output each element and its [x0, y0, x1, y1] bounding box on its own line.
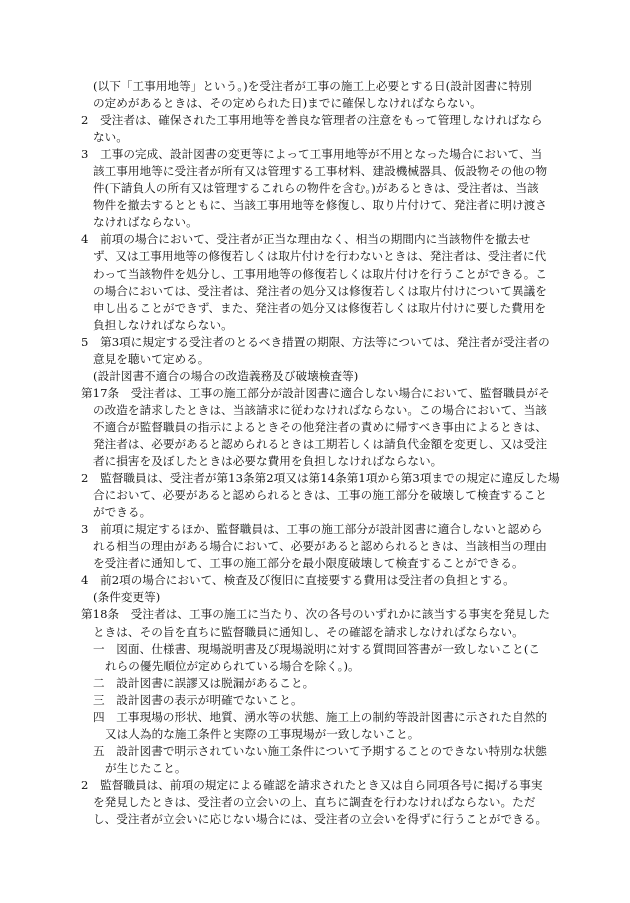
- text-line: 三 設計図書の表示が明確でないこと。: [93, 692, 303, 707]
- text-line: 発注者は、必要があると認められるときは工期若しくは請負代金額を変更し、又は受注: [93, 436, 548, 451]
- text-line: れらの優先順位が定められている場合を除く。)。: [105, 658, 360, 673]
- text-line: 又は人為的な施工条件と実際の工事現場が一致しないこと。: [105, 726, 420, 741]
- text-line: の場合においては、受注者は、発注者の処分又は修復若しくは取片付けについて異議を: [93, 283, 547, 298]
- text-line: 二 設計図書に誤謬又は脱漏があること。: [93, 675, 315, 690]
- text-line: を受注者に通知して、工事の施工部分を最小限度破壊して検査することができる。: [93, 556, 524, 571]
- text-line: 意見を聴いて定める。: [93, 351, 210, 366]
- text-line: れる相当の理由がある場合において、必要があると認められるときは、当該相当の理由: [93, 539, 547, 554]
- text-line: を発見したときは、受注者の立会いの上、直ちに調査を行わなければならない。ただ: [93, 794, 536, 809]
- text-line: の定めがあるときは、その定められた日)までに確保しなければならない。: [93, 96, 482, 111]
- text-line: 2 監督職員は、前項の規定による確認を請求されたとき又は自ら同項各号に掲げる事実: [81, 777, 543, 792]
- text-line: ない。: [93, 130, 128, 145]
- text-line: ず、又は工事用地等の修復若しくは取片付けを行わないときは、発注者は、受注者に代: [93, 249, 547, 264]
- text-line: 四 工事現場の形状、地質、湧水等の状態、施工上の制約等設計図書に示された自然的: [93, 709, 548, 724]
- text-line: 申し出ることができず、また、発注者の処分又は修復若しくは取片付けに要した費用を: [93, 300, 547, 315]
- text-line: 五 設計図書で明示されていない施工条件について予期することのできない特別な状態: [93, 743, 547, 758]
- text-line: が生じたこと。: [105, 760, 187, 775]
- text-line: 合において、必要があると認められるときは、工事の施工部分を破壊して検査すること: [93, 488, 547, 503]
- text-line: 4 前項の場合において、受注者が正当な理由なく、相当の期間内に当該物件を撤去せ: [81, 232, 531, 247]
- text-line: の改造を請求したときは、当該請求に従わなければならない。この場合において、当該: [93, 402, 547, 417]
- text-line: 第18条 受注者は、工事の施工に当たり、次の各号のいずれかに該当する事実を発見した: [81, 607, 550, 622]
- text-line: (以下「工事用地等」という。)を受注者が工事の施工上必要とする日(設計図書に特別: [93, 79, 532, 93]
- text-line: 一 図面、仕様書、現場説明書及び現場説明に対する質問回答書が一致しないこと(こ: [93, 641, 541, 656]
- text-line: 5 第3項に規定する受注者のとるべき措置の期限、方法等については、発注者が受注者の: [81, 334, 550, 349]
- text-line: 第17条 受注者は、工事の施工部分が設計図書に適合しない場合において、監督職員がそ: [81, 385, 550, 400]
- text-line: なければならない。: [93, 215, 198, 230]
- text-line: 負担しなければならない。: [93, 317, 233, 332]
- text-line: わって当該物件を処分し、工事用地等の修復若しくは取片付けを行うことができる。こ: [93, 266, 547, 281]
- text-line: (条件変更等): [93, 590, 161, 605]
- text-line: 件(下請負人の所有又は管理するこれらの物件を含む。)があるときは、受注者は、当該: [93, 181, 539, 196]
- document-body: [81, 78, 560, 828]
- text-line: 物件を撤去するとともに、当該工事用地等を修復し、取り片付けて、発注者に明け渡さ: [93, 198, 547, 213]
- text-line: し、受注者が立会いに応じない場合には、受注者の立会いを得ずに行うことができる。: [93, 812, 548, 827]
- text-line: (設計図書不適合の場合の改造義務及び破壊検査等): [93, 368, 359, 383]
- text-line: 2 監督職員は、受注者が第13条第2項又は第14条第1項から第3項までの規定に違反した場: [81, 471, 560, 486]
- text-line: 2 受注者は、確保された工事用地等を善良な管理者の注意をもって管理しなければなら: [81, 113, 543, 128]
- text-line: 者に損害を及ぼしたときは必要な費用を負担しなければならない。: [93, 454, 443, 469]
- text-line: 3 工事の完成、設計図書の変更等によって工事用地等が不用となった場合において、当: [81, 147, 543, 162]
- text-line: 4 前2項の場合において、検査及び復旧に直接要する費用は受注者の負担とする。: [81, 573, 515, 588]
- text-line: ときは、その旨を直ちに監督職員に通知し、その確認を請求しなければならない。: [93, 624, 524, 639]
- text-line: 3 前項に規定するほか、監督職員は、工事の施工部分が設計図書に適合しないと認めら: [81, 522, 543, 537]
- text-line: 該工事用地等に受注者が所有又は管理する工事材料、建設機械器具、仮設物その他の物: [93, 164, 548, 179]
- text-line: 不適合が監督職員の指示によるときその他発注者の責めに帰すべき事由によるときは、: [93, 419, 547, 434]
- text-line: ができる。: [93, 505, 152, 520]
